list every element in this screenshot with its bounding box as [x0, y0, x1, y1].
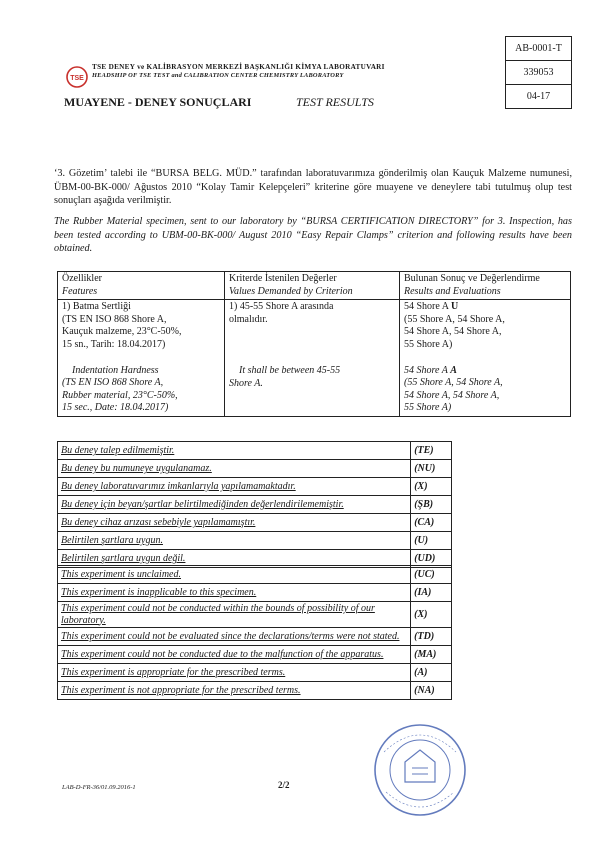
table-row: Belirtilen şartlara uygun değil. (UD) [58, 550, 452, 568]
table-row: Belirtilen şartlara uygun. (U) [58, 532, 452, 550]
svg-text:TSE: TSE [70, 75, 84, 82]
ref-date: 04-17 [506, 85, 572, 109]
page-number: 2/2 [278, 780, 290, 790]
table-row: Bu deney için beyan/şartlar belirtilmediğinden değerlendirilememiştir. (ŞB) [58, 496, 452, 514]
table-row [58, 300, 571, 417]
table-row: This experiment is not appropriate for the prescribed terms. (NA) [58, 682, 452, 700]
table-row: Bu deney bu numuneye uygulanamaz. (NU) [58, 460, 452, 478]
result-code: A [450, 364, 457, 376]
result-code: U [450, 301, 459, 313]
reference-box [505, 36, 572, 109]
intro-paragraph-tr: ‘3. Gözetim’ talebi ile “BURSA BELG. MÜD.” tarafından laboratuvarımıza gönderilmiş olan Kauçuk Malzeme numunesi, ÜBM-00-BK-000/ Ağustos 2010 “Kolay Tamir Kelepçeleri” kriterine göre muayene ve deneylere tabi tutulmuş olup test sonuçları aşağıda verilmiştir. [54, 168, 572, 207]
header-criterion: Kriterde İstenilen Değerler Values Demanded by Criterion [225, 272, 400, 300]
org-name-tr: TSE DENEY ve KALİBRASYON MERKEZİ BAŞKANLIĞI KİMYA LABORATUVARI [92, 63, 385, 71]
header-results: Bulunan Sonuç ve Değerlendirme Results and Evaluations [400, 272, 571, 300]
intro-paragraph-en: The Rubber Material specimen, sent to our laboratory by “BURSA CERTIFICATION DIRECTORY” for 3. Inspection, has been tested according to UBM-00-BK-000/ August 2010 “Easy Repair Clamps” criterion and following results have been obtained. [54, 216, 572, 255]
criterion-cell: 1) 45-55 Shore A arasında olmalıdır. It shall be between 45-55 Shore A. [225, 300, 400, 417]
table-row: This experiment could not be conducted due to the malfunction of the apparatus. (MA) [58, 646, 452, 664]
tse-logo [66, 66, 88, 88]
codes-legend-en [57, 565, 452, 700]
page-title-en: TEST RESULTS [296, 95, 374, 109]
table-row: This experiment is inapplicable to this specimen. (IA) [58, 584, 452, 602]
table-row: Bu deney laboratuvarımız imkanlarıyla yapılamamaktadır. (X) [58, 478, 452, 496]
laboratory-stamp [372, 722, 468, 818]
table-row: This experiment could not be evaluated since the declarations/terms were not stated. (TD) [58, 628, 452, 646]
results-table [57, 271, 571, 417]
codes-legend-tr [57, 441, 452, 568]
feature-cell: 1) Batma Sertliği (TS EN ISO 868 Shore A, Kauçuk malzeme, 23°C-50%, 15 sn., Tarih: 18.04.2017) Indentation Hardness (TS EN ISO 868 Shore A, Rubber material, 23°C-50%, 15 sec., Date: 18.04.2017) [58, 300, 225, 417]
ref-number: 339053 [506, 61, 572, 85]
form-code: LAB-D-FR-36/01.09.2016-1 [62, 784, 136, 791]
org-name-en: HEADSHIP OF TSE TEST and CALIBRATION CENTER CHEMISTRY LABORATORY [92, 72, 344, 79]
table-row: This experiment could not be conducted within the bounds of possibility of our laboratory. (X) [58, 602, 452, 628]
result-cell: 54 Shore A U (55 Shore A, 54 Shore A, 54 Shore A, 54 Shore A, 55 Shore A) 54 Shore A A (55 Shore A, 54 Shore A, 54 Shore A, 54 Shore A, 55 Shore A) [400, 300, 571, 417]
table-row: Bu deney cihaz arızası sebebiyle yapılamamıştır. (CA) [58, 514, 452, 532]
table-row: Bu deney talep edilmemiştir. (TE) [58, 442, 452, 460]
table-header-row [58, 272, 571, 300]
header-features: Özellikler Features [58, 272, 225, 300]
table-row: This experiment is appropriate for the prescribed terms. (A) [58, 664, 452, 682]
table-row: This experiment is unclaimed. (UC) [58, 566, 452, 584]
ref-code: AB-0001-T [506, 37, 572, 61]
page-title-tr: MUAYENE - DENEY SONUÇLARI [64, 95, 252, 109]
